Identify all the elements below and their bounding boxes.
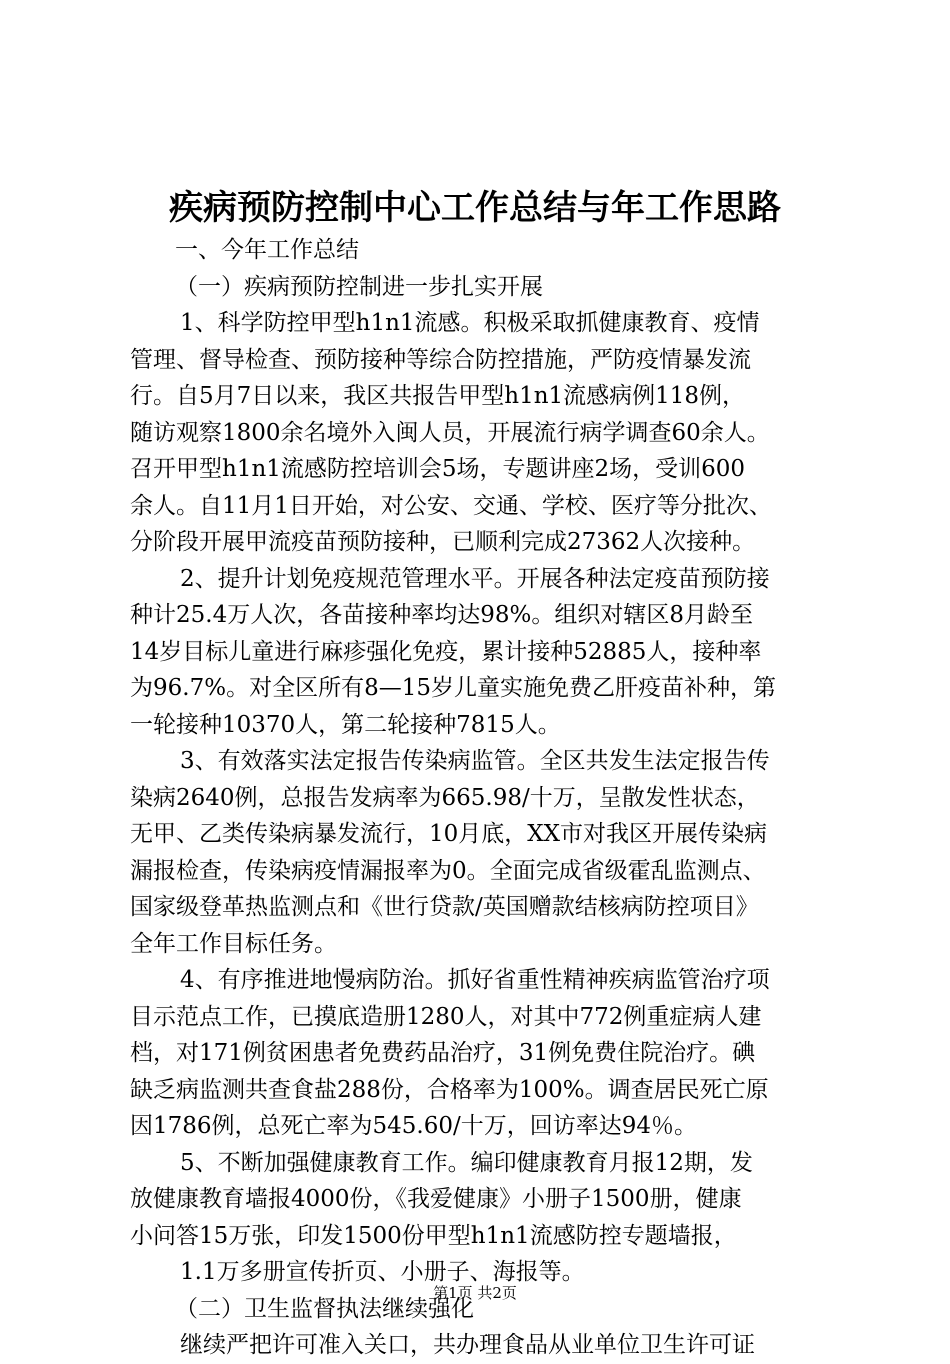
paragraph-line: 5、不断加强健康教育工作。编印健康教育月报12期，发 — [180, 1149, 753, 1176]
page-footer: 第1页 共2页 — [433, 1284, 517, 1302]
paragraph-line: 召开甲型h1n1流感防控培训会5场，专题讲座2场，受训600 — [130, 456, 746, 482]
subsection-heading: （一）疾病预防控制进一步扎实开展 — [175, 273, 543, 300]
paragraph-line: 管理、督导检查、预防接种等综合防控措施，严防疫情暴发流 — [130, 346, 751, 373]
section-heading: 一、今年工作总结 — [175, 237, 359, 263]
paragraph-line: 国家级登革热监测点和《世行贷款/英国赠款结核病防控项目》 — [130, 894, 759, 920]
paragraph-line: 目示范点工作，已摸底造册1280人，对其中772例重症病人建 — [130, 1003, 762, 1030]
paragraph-line: 为96.7%。对全区所有8—15岁儿童实施免费乙肝疫苗补种，第 — [130, 675, 776, 701]
paragraph-line: 染病2640例，总报告发病率为665.98/十万，呈散发性状态， — [130, 784, 760, 811]
paragraph-line: 因1786例，总死亡率为545.60/十万，回访率达94％。 — [130, 1113, 698, 1139]
paragraph-line: 种计25.4万人次，各苗接种率均达98%。组织对辖区8月龄至 — [130, 602, 753, 628]
paragraph-line: 漏报检查，传染病疫情漏报率为0。全面完成省级霍乱监测点、 — [130, 857, 766, 884]
paragraph-line: 全年工作目标任务。 — [130, 930, 337, 957]
paragraph-line: 1.1万多册宣传折页、小册子、海报等。 — [180, 1259, 585, 1285]
paragraph-line: 随访观察1800余名境外入闽人员，开展流行病学调查60余人。 — [130, 419, 770, 446]
subsection-heading: （二）卫生监督执法继续强化 — [175, 1295, 474, 1322]
paragraph-line: 分阶段开展甲流疫苗预防接种，已顺利完成27362人次接种。 — [130, 529, 756, 555]
paragraph-line: 一轮接种10370人，第二轮接种7815人。 — [130, 711, 561, 738]
paragraph-line: 缺乏病监测共查食盐288份，合格率为100%。调查居民死亡原 — [130, 1076, 769, 1103]
document-body — [130, 232, 835, 1364]
paragraph-line: 继续严把许可准入关口，共办理食品从业单位卫生许可证 — [180, 1332, 755, 1358]
paragraph-line: 档，对171例贫困患者免费药品治疗，31例免费住院治疗。碘 — [130, 1040, 756, 1066]
paragraph-line: 14岁目标儿童进行麻疹强化免疫，累计接种52885人，接种率 — [130, 638, 762, 665]
paragraph-line: 放健康教育墙报4000份，《我爱健康》小册子1500册，健康 — [130, 1186, 742, 1212]
paragraph-line: 1、科学防控甲型h1n1流感。积极采取抓健康教育、疫情 — [180, 310, 760, 336]
paragraph-line: 3、有效落实法定报告传染病监管。全区共发生法定报告传 — [180, 748, 770, 774]
document-title: 疾病预防控制中心工作总结与年工作思路 — [169, 188, 781, 228]
paragraph-line: 2、提升计划免疫规范管理水平。开展各种法定疫苗预防接 — [180, 565, 770, 592]
paragraph-line: 小问答15万张，印发1500份甲型h1n1流感防控专题墙报， — [130, 1222, 737, 1249]
paragraph-line: 无甲、乙类传染病暴发流行，10月底，XX市对我区开展传染病 — [130, 821, 768, 847]
paragraph-line: 4、有序推进地慢病防治。抓好省重性精神疾病监管治疗项 — [180, 967, 770, 993]
paragraph-line: 余人。自11月1日开始，对公安、交通、学校、医疗等分批次、 — [130, 492, 772, 519]
paragraph-line: 行。自5月7日以来，我区共报告甲型h1n1流感病例118例， — [130, 383, 746, 409]
